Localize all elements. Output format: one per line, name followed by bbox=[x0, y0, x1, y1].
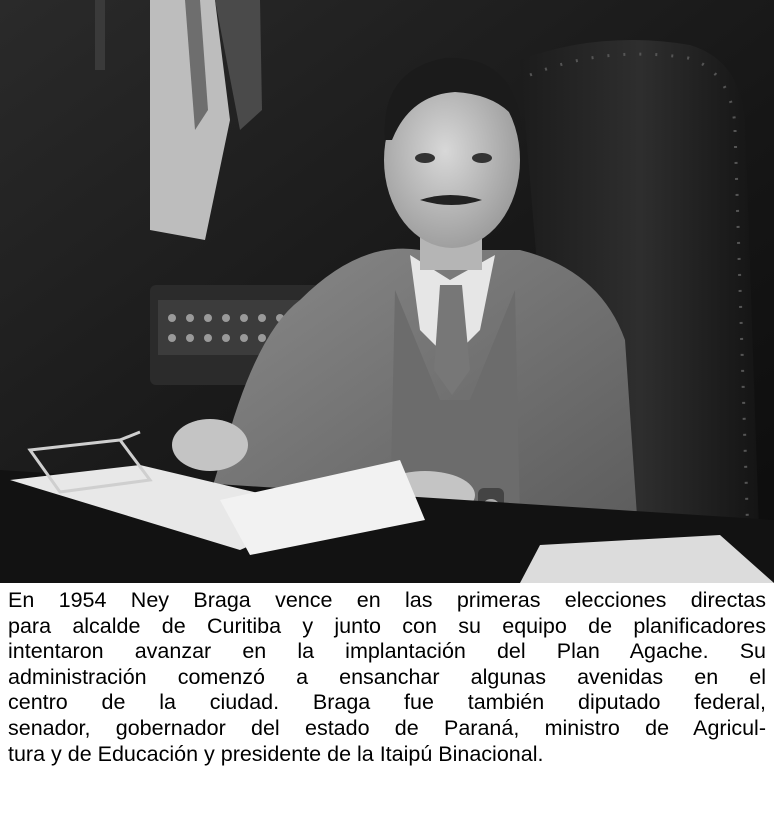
caption-line: centro de la ciudad. Braga fue también diputado federal, bbox=[8, 690, 766, 715]
caption-line: tura y de Educación y presidente de la Itaipú Binacional. bbox=[8, 741, 544, 766]
caption-line: para alcalde de Curitiba y junto con su equipo de planificadores bbox=[8, 613, 766, 638]
caption-line: intentaron avanzar en la implantación del Plan Agache. Su bbox=[8, 639, 766, 664]
caption-line: senador, gobernador del estado de Paraná, ministro de Agricul- bbox=[8, 715, 766, 740]
caption-line: administración comenzó a ensanchar algunas avenidas en el bbox=[8, 664, 766, 689]
photo-caption bbox=[8, 588, 766, 767]
caption-line: En 1954 Ney Braga vence en las primeras elecciones directas bbox=[8, 588, 766, 612]
